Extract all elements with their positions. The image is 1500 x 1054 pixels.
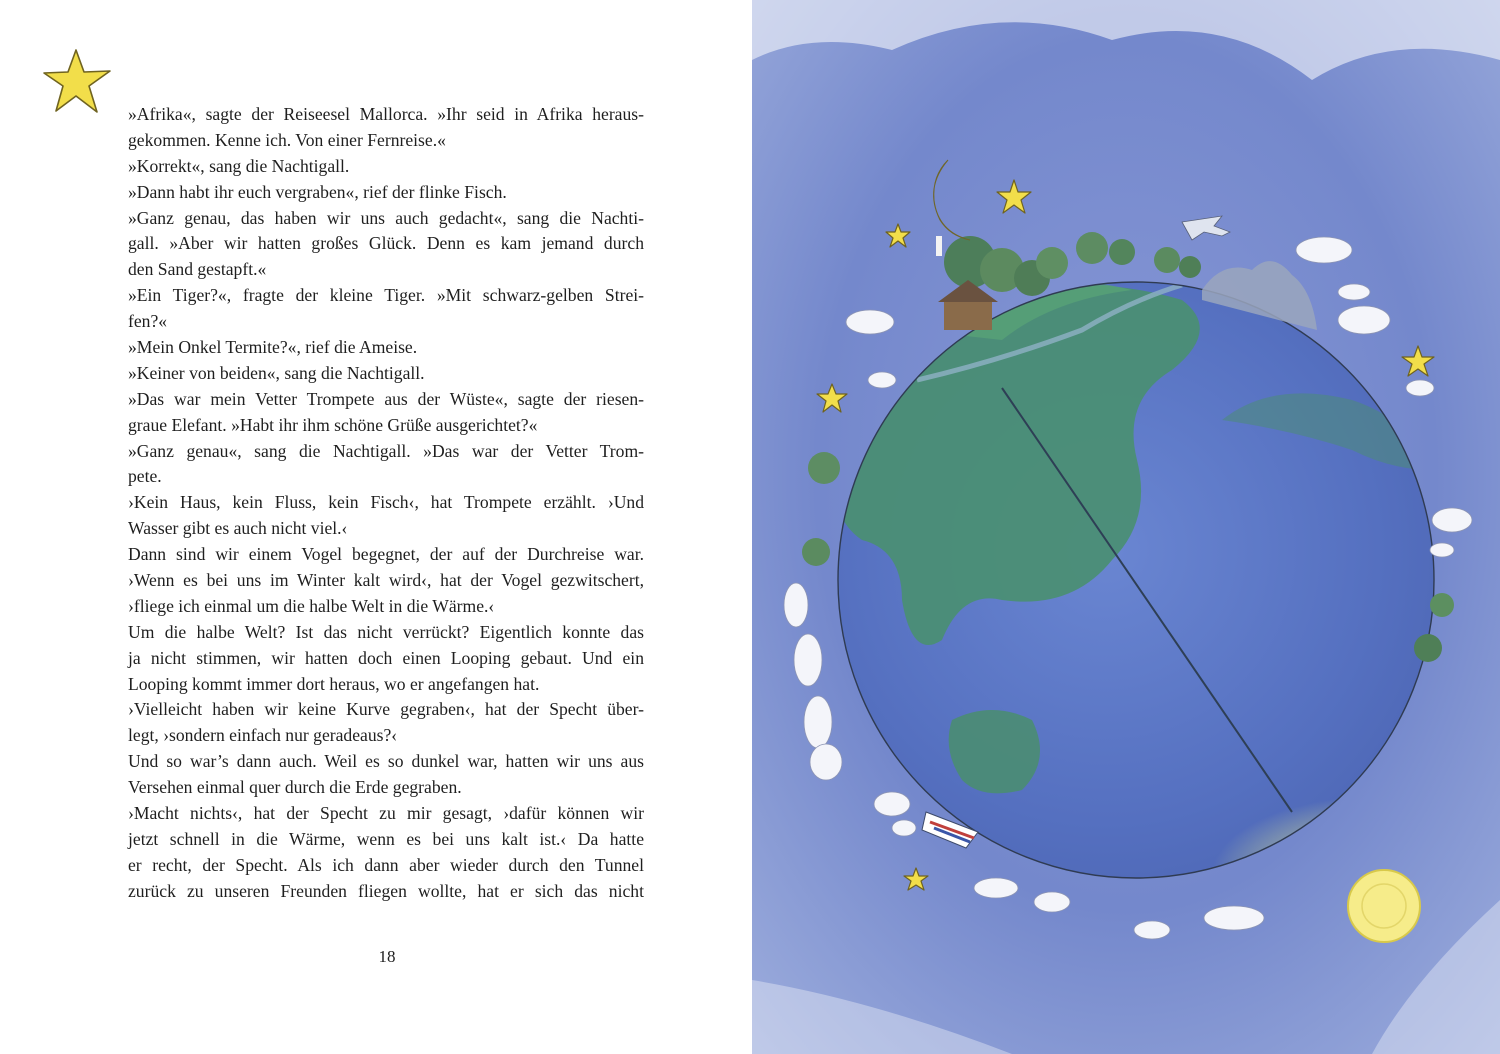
text-line: »Dann habt ihr euch vergraben«, rief der flinke Fisch. bbox=[128, 181, 507, 202]
text-line: gall. »Aber wir hatten großes Glück. Denn es kam jemand durch bbox=[128, 233, 644, 254]
illustration-page bbox=[752, 0, 1500, 1054]
text-line: pete. bbox=[128, 466, 162, 487]
text-line: »Ein Tiger?«, fragte der kleine Tiger. »Mit schwarz-gelben Strei- bbox=[128, 285, 644, 306]
text-line: Dann sind wir einem Vogel begegnet, der auf der Durchreise war. bbox=[128, 544, 644, 565]
text-line: er recht, der Specht. Als ich dann aber wieder durch den Tunnel bbox=[128, 854, 644, 875]
star-icon bbox=[40, 44, 114, 118]
text-line: ›Vielleicht haben wir keine Kurve gegraben‹, hat der Specht über- bbox=[128, 699, 644, 720]
text-line: ›Wenn es bei uns im Winter kalt wird‹, hat der Vogel gezwitschert, bbox=[128, 570, 644, 591]
text-line: gekommen. Kenne ich. Von einer Fernreise.« bbox=[128, 129, 446, 150]
text-line: »Korrekt«, sang die Nachtigall. bbox=[128, 155, 350, 176]
sun-icon bbox=[1348, 870, 1420, 942]
text-line: fen?« bbox=[128, 311, 168, 332]
text-line: ›Macht nichts‹, hat der Specht zu mir gesagt, ›dafür können wir bbox=[128, 803, 644, 824]
text-line: ›Kein Haus, kein Fluss, kein Fisch‹, hat Trompete erzählt. ›Und bbox=[128, 492, 644, 513]
text-line: ja nicht stimmen, wir hatten doch einen Looping gebaut. Und ein bbox=[128, 647, 644, 668]
body-text bbox=[128, 102, 644, 905]
text-line: Looping kommt immer dort heraus, wo er angefangen hat. bbox=[128, 673, 540, 694]
text-line: »Ganz genau, das haben wir uns auch gedacht«, sang die Nachti- bbox=[128, 207, 644, 228]
text-line: »Ganz genau«, sang die Nachtigall. »Das war der Vetter Trom- bbox=[128, 440, 644, 461]
text-line: »Mein Onkel Termite?«, rief die Ameise. bbox=[128, 337, 418, 358]
text-line: zurück zu unseren Freunden fliegen wollte, hat er sich das nicht bbox=[128, 880, 644, 901]
text-line: graue Elefant. »Habt ihr ihm schöne Grüße ausgerichtet?« bbox=[128, 414, 538, 435]
text-line: »Das war mein Vetter Trompete aus der Wüste«, sagte der riesen- bbox=[128, 388, 644, 409]
text-line: ›fliege ich einmal um die halbe Welt in die Wärme.‹ bbox=[128, 595, 495, 616]
text-line: Versehen einmal quer durch die Erde gegraben. bbox=[128, 777, 462, 798]
text-line: den Sand gestapft.« bbox=[128, 259, 267, 280]
page-number: 18 bbox=[378, 947, 396, 966]
text-line: Um die halbe Welt? Ist das nicht verrückt? Eigentlich konnte das bbox=[128, 621, 644, 642]
text-line: legt, ›sondern einfach nur geradeaus?‹ bbox=[128, 725, 398, 746]
text-line: »Afrika«, sagte der Reiseesel Mallorca. »Ihr seid in Afrika heraus- bbox=[128, 104, 644, 124]
text-line: Und so war’s dann auch. Weil es so dunkel war, hatten wir uns aus bbox=[128, 751, 644, 772]
globe-illustration bbox=[752, 0, 1500, 1054]
text-line: »Keiner von beiden«, sang die Nachtigall. bbox=[128, 362, 425, 383]
text-line: jetzt schnell in die Wärme, wenn es bei uns kalt ist.‹ Da hatte bbox=[128, 828, 644, 849]
text-line: Wasser gibt es auch nicht viel.‹ bbox=[128, 518, 348, 539]
